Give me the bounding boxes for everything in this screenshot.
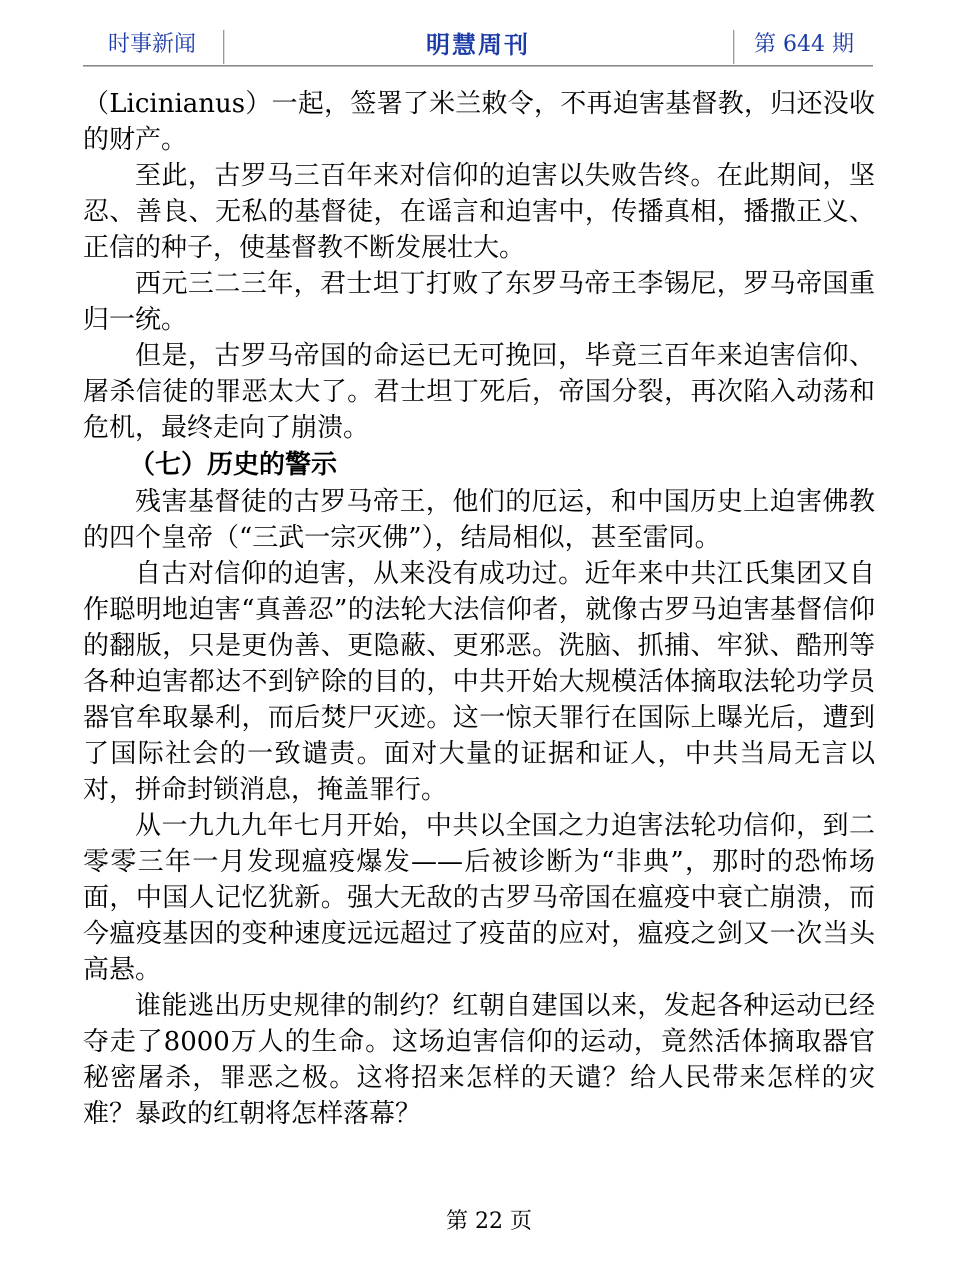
- paragraph: 残害基督徒的古罗马帝王，他们的厄运，和中国历史上迫害佛教的四个皇帝（“三武一宗灭佛”），结局相似，甚至雷同。: [83, 487, 875, 553]
- section-heading: （七）历史的警示: [129, 450, 338, 480]
- article-body: [83, 86, 875, 1132]
- header-issue-number: 第 644 期: [754, 32, 854, 57]
- paragraph: 但是，古罗马帝国的命运已无可挽回，毕竟三百年来迫害信仰、屠杀信徒的罪恶太大了。君士坦丁死后，帝国分裂，再次陷入动荡和危机，最终走向了崩溃。: [83, 341, 875, 443]
- paragraph: 至此，古罗马三百年来对信仰的迫害以失败告终。在此期间，坚忍、善良、无私的基督徒，在谣言和迫害中，传播真相，播撒正义、正信的种子，使基督教不断发展壮大。: [83, 161, 875, 263]
- paragraph: 西元三二三年，君士坦丁打败了东罗马帝王李锡尼，罗马帝国重归一统。: [83, 269, 875, 335]
- page-header: [83, 26, 873, 68]
- paragraph: 谁能逃出历史规律的制约？红朝自建国以来，发起各种运动已经夺走了8000万人的生命。这场迫害信仰的运动，竟然活体摘取器官秘密屠杀，罪恶之极。这将招来怎样的天谴？给人民带来怎样的灾难？暴政的红朝将怎样落幕？: [83, 991, 875, 1129]
- paragraph: 自古对信仰的迫害，从来没有成功过。近年来中共江氏集团又自作聪明地迫害“真善忍”的法轮大法信仰者，就像古罗马迫害基督信仰的翻版，只是更伪善、更隐蔽、更邪恶。洗脑、抓捕、牢狱、酷刑等各种迫害都达不到铲除的目的，中共开始大规模活体摘取法轮功学员器官牟取暴利，而后焚尸灭迹。这一惊天罪行在国际上曝光后，遭到了国际社会的一致谴责。面对大量的证据和证人，中共当局无言以对，拼命封锁消息，掩盖罪行。: [83, 559, 875, 805]
- page-number: 第 22 页: [446, 1209, 532, 1234]
- header-section-label: 时事新闻: [107, 32, 196, 57]
- header-publication-title: 明慧周刊: [426, 31, 530, 59]
- header-rule: [83, 65, 873, 67]
- paragraph: （Licinianus）一起，签署了米兰敕令，不再迫害基督教，归还没收的财产。: [83, 89, 875, 155]
- paragraph: 从一九九九年七月开始，中共以全国之力迫害法轮功信仰，到二零零三年一月发现瘟疫爆发——后被诊断为“非典”，那时的恐怖场面，中国人记忆犹新。强大无敌的古罗马帝国在瘟疫中衰亡崩溃，而今瘟疫基因的变种速度远远超过了疫苗的应对，瘟疫之剑又一次当头高悬。: [83, 811, 875, 985]
